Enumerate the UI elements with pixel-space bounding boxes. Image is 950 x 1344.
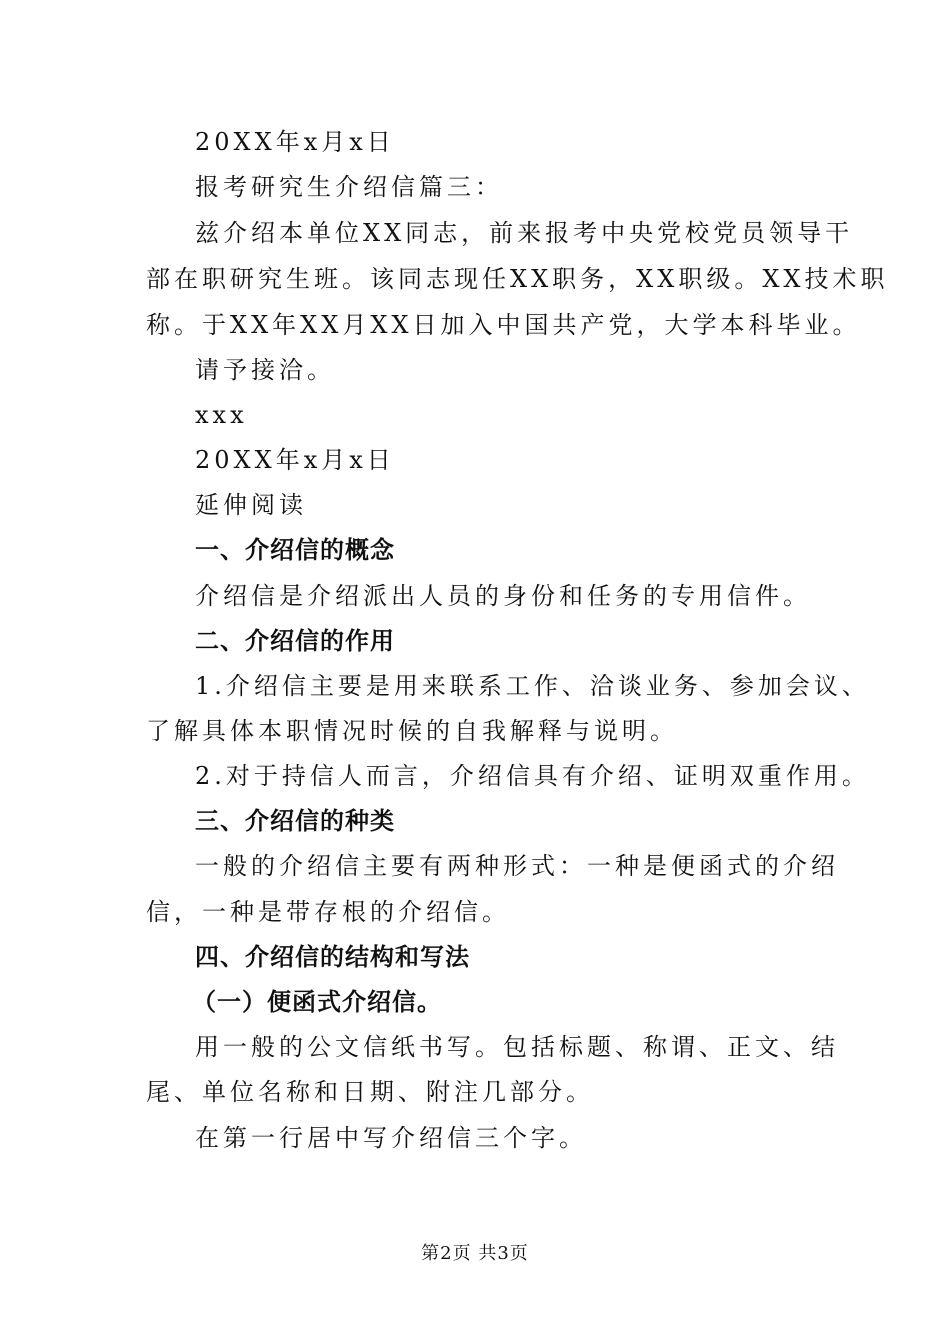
list-item-line: 2.对于持信人而言，介绍信具有介绍、证明双重作用。 bbox=[195, 762, 870, 790]
date-line: 20XX年x月x日 bbox=[195, 128, 395, 156]
body-paragraph-line: 在第一行居中写介绍信三个字。 bbox=[195, 1124, 587, 1152]
date-line: 20XX年x月x日 bbox=[195, 446, 395, 474]
body-paragraph-line: 介绍信是介绍派出人员的身份和任务的专用信件。 bbox=[195, 582, 811, 610]
heading-structure: 四、介绍信的结构和写法 bbox=[195, 943, 470, 971]
page-footer: 第2页 共3页 bbox=[421, 1243, 529, 1264]
list-item-line: 1.介绍信主要是用来联系工作、洽谈业务、参加会议、 bbox=[195, 672, 870, 700]
body-paragraph-line: 称。于XX年XX月XX日加入中国共产党，大学本科毕业。 bbox=[146, 311, 861, 339]
subheading-letter-form: （一）便函式介绍信。 bbox=[192, 988, 442, 1016]
body-paragraph-line: 兹介绍本单位XX同志，前来报考中央党校党员领导干 bbox=[195, 219, 854, 247]
closing-line: 请予接洽。 bbox=[195, 356, 335, 384]
body-paragraph-line: 一般的介绍信主要有两种形式：一种是便函式的介绍 bbox=[195, 852, 839, 880]
body-paragraph-line: 部在职研究生班。该同志现任XX职务，XX职级。XX技术职 bbox=[146, 265, 889, 293]
body-paragraph-line: 用一般的公文信纸书写。包括标题、称谓、正文、结 bbox=[195, 1033, 839, 1061]
list-item-line: 了解具体本职情况时候的自我解释与说明。 bbox=[146, 717, 678, 745]
section-title-letter-three: 报考研究生介绍信篇三： bbox=[195, 173, 503, 201]
heading-types: 三、介绍信的种类 bbox=[195, 807, 395, 835]
heading-function: 二、介绍信的作用 bbox=[195, 627, 395, 655]
extended-reading-title: 延伸阅读 bbox=[195, 491, 307, 519]
body-paragraph-line: 尾、单位名称和日期、附注几部分。 bbox=[146, 1078, 594, 1106]
heading-concept: 一、介绍信的概念 bbox=[195, 536, 395, 564]
body-paragraph-line: 信，一种是带存根的介绍信。 bbox=[146, 898, 510, 926]
signature-line: xxx bbox=[195, 401, 248, 429]
